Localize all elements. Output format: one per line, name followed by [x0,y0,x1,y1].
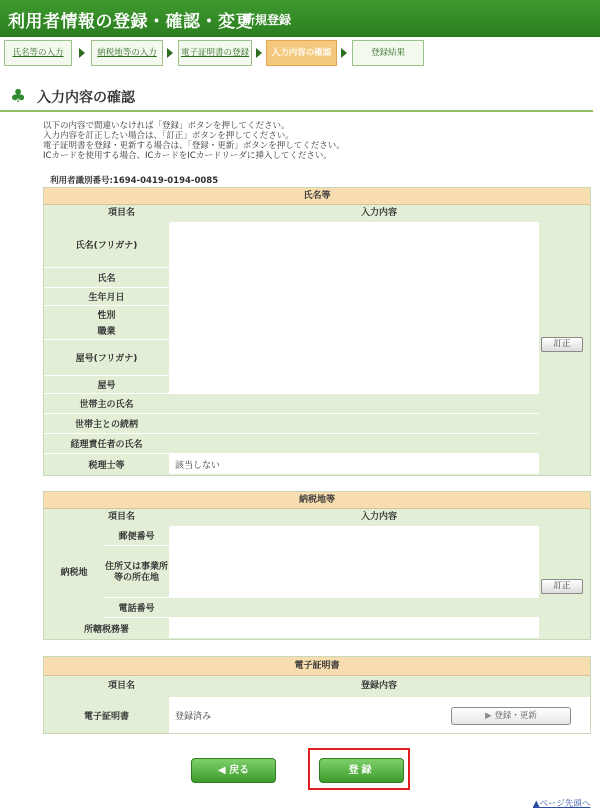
row-label: 性別 [97,310,116,321]
row-value [169,306,539,322]
row-label: 住所又は事業所等の所在地 [104,561,168,583]
table-row [44,618,539,638]
cert-register-update-button[interactable] [451,707,571,725]
table-row [104,598,539,618]
row-value [169,322,539,339]
step-confirm-current: 入力内容の確認 [266,40,337,66]
table-row [44,340,539,376]
item-column-header: 項目名 [107,208,135,218]
row-value [169,598,539,617]
content-column-header: 入力内容 [360,208,397,218]
row-label: 電子証明書 [83,711,129,722]
table-row [44,414,539,434]
table-row [44,454,539,474]
app-subtitle: 新規登録 [243,13,292,27]
page-title: 入力内容の確認 [37,90,135,106]
intro-line: 入力内容を訂正したい場合は、「訂正」ボタンを押してください。 [43,131,294,141]
row-label: 生年月日 [88,293,125,303]
row-label: 税理士等 [88,460,125,471]
row-label: 氏名(フリガナ) [75,241,138,251]
step-progress-bar [0,38,600,68]
table-row [44,434,539,454]
step-arrow-icon [341,48,347,58]
row-value [169,394,539,413]
row-label: 屋号 [97,381,116,391]
fix-tax-button[interactable]: 訂正 [541,579,583,594]
app-title: 利用者情報の登録・確認・変更 [8,12,253,32]
table-row [44,306,539,322]
row-label: 世帯主の氏名 [79,400,134,410]
table-row [44,268,539,288]
row-value [169,340,539,375]
page-top-link[interactable] [533,797,590,809]
step-arrow-icon [256,48,262,58]
row-value [169,546,539,597]
step-arrow-icon [167,48,173,58]
cert-section-title: 電子証明書 [44,657,590,676]
content-column-header: 登録内容 [360,681,397,691]
row-label: 経理責任者の氏名 [70,440,143,450]
back-button[interactable] [191,758,276,783]
name-section-title: 氏名等 [44,188,590,205]
item-column-header: 項目名 [107,512,135,522]
row-value [169,414,539,433]
row-value: 該当しない [169,454,539,474]
fix-name-button[interactable]: 訂正 [541,337,583,352]
intro-line: 電子証明書を登録・更新する場合は、「登録・更新」ボタンを押してください。 [43,141,345,151]
row-value [169,376,539,393]
back-arrow-icon: ◀ [217,765,230,776]
intro-line: ICカードを使用する場合、ICカードをICカードリーダに挿入してください。 [43,151,332,161]
table-row [44,222,539,268]
table-row [44,376,539,394]
table-row [44,394,539,414]
row-label: 所轄税務署 [83,624,129,635]
user-id-number: 利用者識別番号:1694-0419-0194-0085 [50,176,219,186]
intro-text [43,121,543,161]
page-top-label: ページ先頭へ [539,799,591,809]
table-row [44,322,539,340]
row-label: 世帯主との続柄 [74,420,138,430]
table-row [104,526,539,546]
cert-register-update-label: 登録・更新 [494,711,537,721]
step-tax-input[interactable]: 納税地等の入力 [91,40,163,66]
content-column-header: 入力内容 [360,512,397,522]
table-row [44,288,539,306]
step-name-input[interactable]: 氏名等の入力 [4,40,72,66]
play-icon: ▶ [485,711,495,721]
tax-section-title: 納税地等 [44,492,590,509]
row-value [169,268,539,287]
cert-section [43,656,591,734]
app-header [0,0,600,37]
step-cert-register[interactable]: 電子証明書の登録 [178,40,252,66]
row-label: 屋号(フリガナ) [75,354,138,364]
up-arrow-icon: ▲ [533,799,540,809]
row-value [169,526,539,545]
back-button-label: 戻る [229,765,250,776]
row-value [169,222,539,267]
row-value: 登録済み [169,697,590,733]
name-section [43,187,591,476]
row-value [169,618,539,638]
step-result: 登録結果 [352,40,424,66]
tax-place-group-label: 納税地 [60,567,88,578]
submit-button[interactable]: 登録 [319,758,404,783]
row-value [169,288,539,305]
step-arrow-icon [79,48,85,58]
page-title-bar [0,84,593,112]
row-label: 郵便番号 [118,532,155,542]
intro-line: 以下の内容で間違いなければ「登録」ボタンを押してください。 [43,121,290,131]
clover-icon: ♣ [10,86,27,107]
tax-section [43,491,591,640]
row-label: 氏名 [97,274,116,284]
row-label: 電話番号 [118,604,155,614]
row-label: 職業 [97,327,116,337]
item-column-header: 項目名 [107,681,135,691]
row-value [169,434,539,453]
table-row [104,546,539,598]
